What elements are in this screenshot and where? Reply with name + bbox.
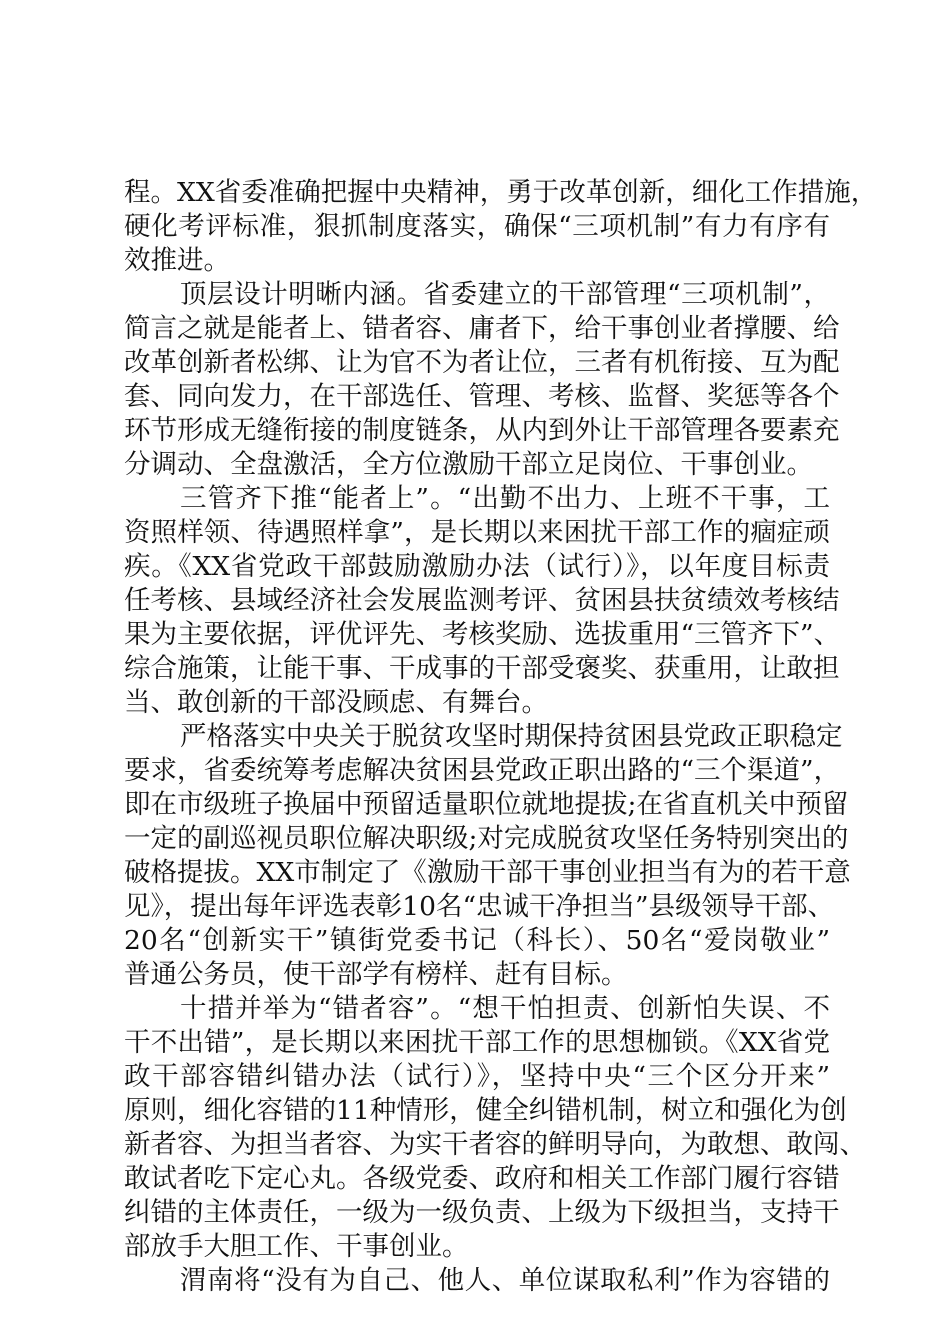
text-line: 环节形成无缝衔接的制度链条，从内到外让干部管理各要素充 (124, 415, 840, 446)
text-line: 纠错的主体责任，一级为一级负责、上级为下级担当，支持干 (124, 1197, 840, 1228)
text-line: 果为主要依据，评优评先、考核奖励、选拔重用“三管齐下”、 (124, 619, 841, 650)
text-line: 程。XX省委准确把握中央精神，勇于改革创新，细化工作措施， (124, 177, 878, 208)
paragraph-first-line: 三管齐下推“能者上”。“出勤不出力、上班不干事，工 (180, 483, 830, 514)
text-line: 效推进。 (124, 245, 230, 276)
text-line: 部放手大胆工作、干事创业。 (124, 1231, 469, 1262)
text-line: 新者容、为担当者容、为实干者容的鲜明导向，为敢想、敢闯、 (124, 1129, 866, 1160)
text-line: 破格提拔。XX市制定了《激励干部干事创业担当有为的若干意 (124, 857, 851, 888)
paragraph-first-line: 顶层设计明晰内涵。省委建立的干部管理“三项机制”， (180, 279, 830, 310)
paragraph-first-line: 十措并举为“错者容”。“想干怕担责、创新怕失误、不 (180, 993, 830, 1024)
text-line: 硬化考评标准，狠抓制度落实，确保“三项机制”有力有序有 (124, 211, 830, 242)
text-line: 见》，提出每年评选表彰10名“忠诚干净担当”县级领导干部、 (124, 891, 835, 922)
text-line: 即在市级班子换届中预留适量职位就地提拔;在省直机关中预留 (124, 789, 849, 820)
text-line: 套、同向发力，在干部选任、管理、考核、监督、奖惩等各个 (124, 381, 840, 412)
text-line: 政干部容错纠错办法（试行）》，坚持中央“三个区分开来” (124, 1061, 830, 1092)
text-line: 20名“创新实干”镇街党委书记（科长）、50名“爱岗敬业” (124, 925, 830, 956)
text-line: 原则，细化容错的11种情形，健全纠错机制，树立和强化为创 (124, 1095, 847, 1126)
text-line: 一定的副巡视员职位解决职级;对完成脱贫攻坚任务特别突出的 (124, 823, 849, 854)
text-line: 分调动、全盘激活，全方位激励干部立足岗位、干事创业。 (124, 449, 813, 480)
text-line: 资照样领、待遇照样拿”，是长期以来困扰干部工作的痼症顽 (124, 517, 830, 548)
paragraph-first-line: 渭南将“没有为自己、他人、单位谋取私利”作为容错的 (180, 1265, 830, 1296)
text-line: 任考核、县域经济社会发展监测考评、贫困县扶贫绩效考核结 (124, 585, 840, 616)
text-line: 普通公务员，使干部学有榜样、赶有目标。 (124, 959, 628, 990)
paragraph-first-line: 严格落实中央关于脱贫攻坚时期保持贫困县党政正职稳定 (180, 721, 843, 752)
text-line: 干不出错”，是长期以来困扰干部工作的思想枷锁。《XX省党 (124, 1027, 830, 1058)
text-line: 要求，省委统筹考虑解决贫困县党政正职出路的“三个渠道”， (124, 755, 841, 786)
text-line: 综合施策，让能干事、干成事的干部受褒奖、获重用，让敢担 (124, 653, 840, 684)
text-line: 敢试者吃下定心丸。各级党委、政府和相关工作部门履行容错 (124, 1163, 840, 1194)
text-line: 改革创新者松绑、让为官不为者让位，三者有机衔接、互为配 (124, 347, 840, 378)
text-line: 当、敢创新的干部没顾虑、有舞台。 (124, 687, 548, 718)
text-line: 疾。《XX省党政干部鼓励激励办法（试行）》，以年度目标责 (124, 551, 830, 582)
text-line: 简言之就是能者上、错者容、庸者下，给干事创业者撑腰、给 (124, 313, 840, 344)
